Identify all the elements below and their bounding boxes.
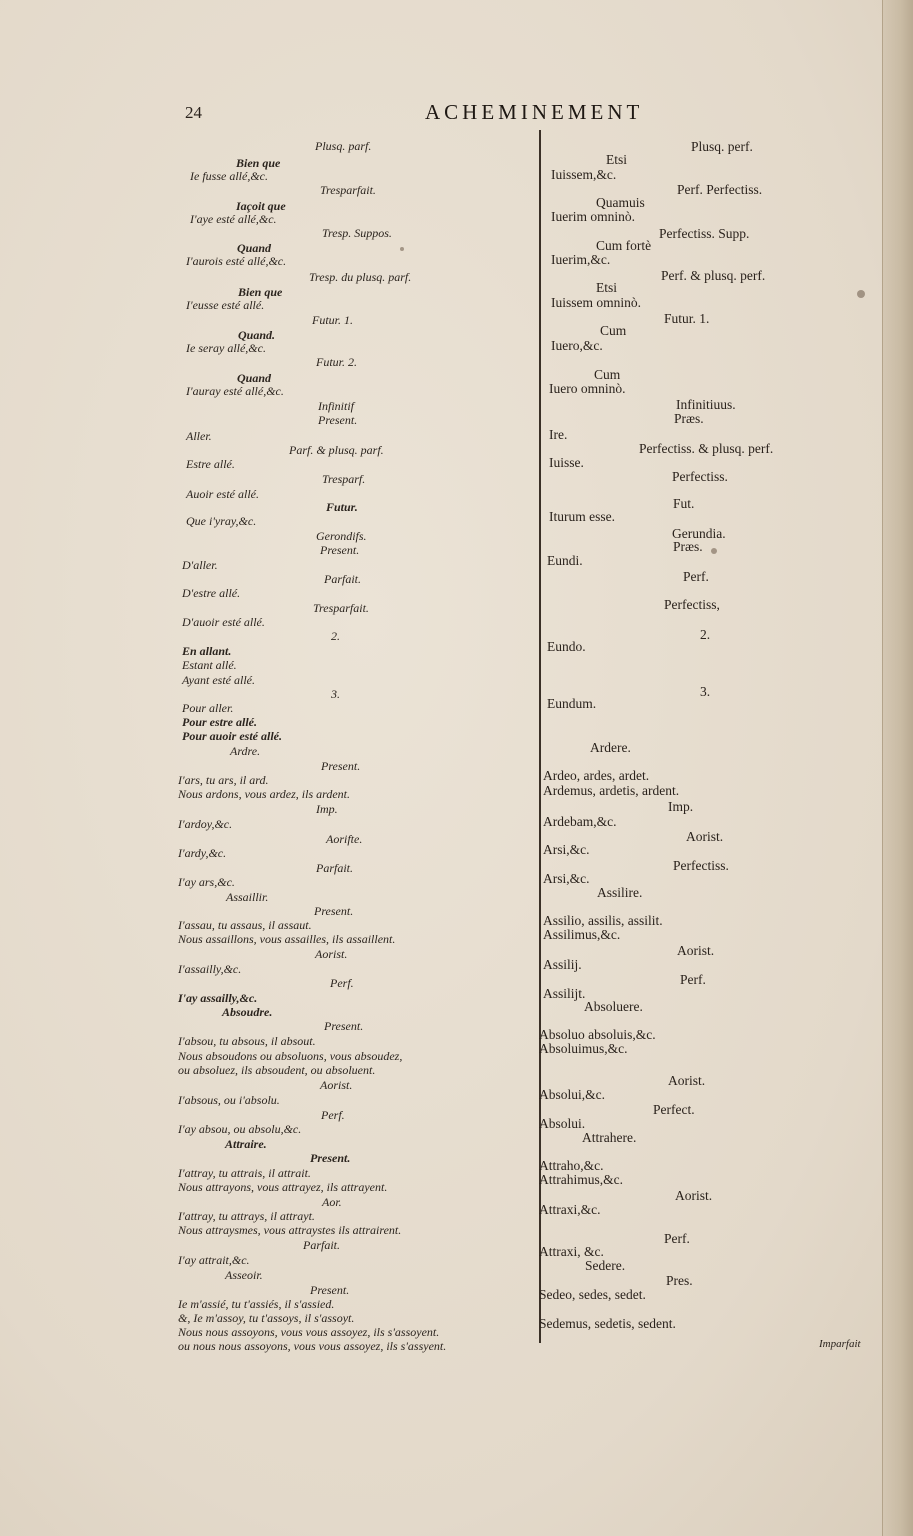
latin-line: Perfectiss. & plusq. perf.	[639, 441, 774, 456]
latin-line: Aorist.	[668, 1073, 706, 1088]
french-line: Present.	[310, 1283, 350, 1297]
latin-line: Præs.	[674, 411, 704, 426]
french-line: Ie fusse allé,&c.	[190, 169, 268, 183]
latin-line: Iuissem omninò.	[551, 295, 641, 310]
french-line: Quand	[237, 371, 272, 385]
latin-line: Iturum esse.	[549, 509, 615, 524]
latin-line: Sedeo, sedes, sedet.	[539, 1287, 646, 1302]
french-line: Quand	[237, 241, 272, 255]
french-line: I'attray, tu attrais, il attrait.	[178, 1166, 311, 1180]
latin-line: Ardemus, ardetis, ardent.	[543, 783, 680, 798]
french-line: Aorifte.	[326, 832, 363, 846]
latin-line: 2.	[700, 627, 711, 642]
french-line: Nous assaillons, vous assailles, ils assaillent.	[178, 932, 396, 946]
latin-line: Aorist.	[675, 1188, 713, 1203]
french-line: I'aurois esté allé,&c.	[186, 254, 287, 268]
french-line: Nous absoudons ou absoluons, vous absoudez,	[178, 1049, 403, 1063]
latin-line: Plusq. perf.	[691, 139, 753, 154]
latin-line: Sedemus, sedetis, sedent.	[539, 1316, 676, 1331]
french-line: Present.	[321, 759, 361, 773]
french-line: Parf. & plusq. parf.	[289, 443, 384, 457]
french-line: Tresparfait.	[320, 183, 376, 197]
french-line: Futur. 1.	[312, 313, 354, 327]
french-line: Ardre.	[230, 744, 261, 758]
latin-line: Cum	[600, 323, 627, 338]
french-line: I'ardy,&c.	[178, 846, 227, 860]
latin-line: Attrahimus,&c.	[539, 1172, 623, 1187]
french-line: Tresp. Suppos.	[322, 226, 392, 240]
french-line: D'auoir esté allé.	[182, 615, 265, 629]
french-line: Ayant esté allé.	[182, 673, 255, 687]
latin-line: Assilimus,&c.	[543, 927, 621, 942]
french-line: Ie seray allé,&c.	[186, 341, 266, 355]
latin-line: Ardebam,&c.	[543, 814, 617, 829]
latin-line: Etsi	[596, 280, 618, 295]
latin-line: 3.	[700, 684, 711, 699]
french-line: Aorist.	[315, 947, 348, 961]
french-line: En allant.	[182, 644, 232, 658]
latin-line: Perf. Perfectiss.	[677, 182, 763, 197]
french-line: Tresparfait.	[313, 601, 369, 615]
latin-line: Imp.	[668, 799, 694, 814]
latin-line: Aorist.	[686, 829, 724, 844]
latin-line: Perfectiss. Supp.	[659, 226, 750, 241]
latin-line: Eundi.	[547, 553, 583, 568]
french-line: Aorist.	[320, 1078, 353, 1092]
latin-line: Assilijt.	[543, 986, 586, 1001]
latin-line: Futur. 1.	[664, 311, 710, 326]
french-line: Present.	[318, 413, 358, 427]
french-line: Attraire.	[225, 1137, 267, 1151]
latin-line: Absoluere.	[584, 999, 643, 1014]
french-line: I'ay assailly,&c.	[178, 991, 258, 1005]
french-line: ou nous nous assoyons, vous vous assoyez, ils s'assyent.	[178, 1339, 447, 1353]
latin-line: Perfectiss.	[672, 469, 728, 484]
latin-line: Attraxi, &c.	[539, 1244, 604, 1259]
latin-line: Iuissem,&c.	[551, 167, 617, 182]
french-line: I'ardoy,&c.	[178, 817, 233, 831]
french-line: Asseoir.	[225, 1268, 263, 1282]
french-line: Iaçoit que	[236, 199, 286, 213]
page-number: 24	[185, 103, 202, 122]
french-line: I'absous, ou i'absolu.	[178, 1093, 280, 1107]
latin-line: Perf. & plusq. perf.	[661, 268, 766, 283]
latin-line: Ire.	[549, 427, 568, 442]
french-line: Bien que	[236, 156, 281, 170]
latin-line: Iuerim omninò.	[551, 209, 635, 224]
latin-line: Iuero omninò.	[549, 381, 626, 396]
latin-line: Assilij.	[543, 957, 582, 972]
french-line: Nous nous assoyons, vous vous assoyez, ils s'assoyent.	[178, 1325, 440, 1339]
latin-line: Præs.	[673, 539, 703, 554]
latin-line: Perf.	[664, 1231, 690, 1246]
latin-line: Etsi	[606, 152, 628, 167]
latin-line: Iuero,&c.	[551, 338, 603, 353]
latin-line: Perf.	[680, 972, 706, 987]
latin-line: Attraho,&c.	[539, 1158, 604, 1173]
latin-line: Aorist.	[677, 943, 715, 958]
french-line: Nous attrayons, vous attrayez, ils attrayent.	[178, 1180, 388, 1194]
latin-line: Iuerim,&c.	[551, 252, 611, 267]
french-line: Bien que	[238, 285, 283, 299]
french-line: Present.	[320, 543, 360, 557]
french-line: &, Ie m'assoy, tu t'assoys, il s'assoyt.	[178, 1311, 355, 1325]
french-line: I'ay attrait,&c.	[178, 1253, 250, 1267]
french-line: Futur. 2.	[316, 355, 358, 369]
french-line: Assaillir.	[226, 890, 269, 904]
french-line: D'aller.	[182, 558, 218, 572]
facing-page-edge	[882, 0, 913, 1536]
french-line: Imp.	[316, 802, 338, 816]
latin-line: Cum	[594, 367, 621, 382]
latin-line: Eundo.	[547, 639, 586, 654]
french-line: Present.	[324, 1019, 364, 1033]
latin-line: Fut.	[673, 496, 695, 511]
french-line: ou absoluez, ils absoudent, ou absoluent.	[178, 1063, 376, 1077]
french-line: I'ars, tu ars, il ard.	[178, 773, 269, 787]
latin-line: Gerundia.	[672, 526, 726, 541]
latin-line: Arsi,&c.	[543, 871, 590, 886]
latin-line: Infinitiuus.	[676, 397, 736, 412]
french-column	[178, 138, 533, 1358]
french-line: Que i'yray,&c.	[186, 514, 257, 528]
french-line: Parfait.	[303, 1238, 341, 1252]
french-line: Tresparf.	[322, 472, 366, 486]
latin-line: Absoluo absoluis,&c.	[539, 1027, 656, 1042]
french-line: Tresp. du plusq. parf.	[309, 270, 412, 284]
latin-line: Assilio, assilis, assilit.	[543, 913, 663, 928]
french-line: Pour estre allé.	[182, 715, 257, 729]
latin-line: Attrahere.	[582, 1130, 637, 1145]
french-line: Pour aller.	[182, 701, 234, 715]
latin-line: Sedere.	[585, 1258, 626, 1273]
latin-line: Eundum.	[547, 696, 597, 711]
latin-line: Ardere.	[590, 740, 631, 755]
french-line: D'estre allé.	[182, 586, 241, 600]
latin-line: Cum fortè	[596, 238, 652, 253]
french-line: I'aye esté allé,&c.	[190, 212, 277, 226]
french-line: Estre allé.	[186, 457, 235, 471]
french-line: Perf.	[330, 976, 354, 990]
french-line: I'ay absou, ou absolu,&c.	[178, 1122, 302, 1136]
latin-line: Attraxi,&c.	[539, 1202, 601, 1217]
running-head: ACHEMINEMENT	[425, 100, 644, 124]
french-line: Ie m'assié, tu t'assiés, il s'assied.	[178, 1297, 335, 1311]
french-line: Nous ardons, vous ardez, ils ardent.	[178, 787, 351, 801]
french-line: Parfait.	[324, 572, 362, 586]
french-line: Infinitif	[318, 399, 354, 413]
french-line: Present.	[314, 904, 354, 918]
french-line: I'ay ars,&c.	[178, 875, 235, 889]
latin-line: Iuisse.	[549, 455, 584, 470]
latin-line: Perfectiss.	[673, 858, 729, 873]
french-line: Futur.	[326, 500, 358, 514]
french-line: I'eusse esté allé.	[186, 298, 265, 312]
french-line: Perf.	[321, 1108, 345, 1122]
latin-line: Perf.	[683, 569, 709, 584]
latin-line: Pres.	[666, 1273, 693, 1288]
french-line: Parfait.	[316, 861, 354, 875]
french-line: Quand.	[238, 328, 276, 342]
latin-column	[539, 130, 883, 1360]
french-line: I'assailly,&c.	[178, 962, 242, 976]
french-line: Aller.	[186, 429, 212, 443]
french-line: Pour auoir esté allé.	[182, 729, 283, 743]
latin-line: Ardeo, ardes, ardet.	[543, 768, 650, 783]
french-line: 2.	[331, 629, 340, 643]
french-line: Estant allé.	[182, 658, 237, 672]
french-line: I'assau, tu assaus, il assaut.	[178, 918, 312, 932]
latin-line: Arsi,&c.	[543, 842, 590, 857]
french-line: Plusq. parf.	[315, 139, 372, 153]
latin-line: Absoluimus,&c.	[539, 1041, 628, 1056]
french-line: I'auray esté allé,&c.	[186, 384, 284, 398]
latin-line: Perfect.	[653, 1102, 695, 1117]
french-line: Nous attraysmes, vous attraystes ils attrairent.	[178, 1223, 402, 1237]
latin-line: Assilire.	[597, 885, 643, 900]
latin-line: Quamuis	[596, 195, 645, 210]
french-line: Aor.	[322, 1195, 342, 1209]
latin-line: Perfectiss,	[664, 597, 720, 612]
french-line: Gerondifs.	[316, 529, 367, 543]
french-line: Present.	[310, 1151, 351, 1165]
french-line: I'attray, tu attrays, il attrayt.	[178, 1209, 315, 1223]
latin-line: Absolui,&c.	[539, 1087, 605, 1102]
french-line: Auoir esté allé.	[186, 487, 259, 501]
french-line: Absoudre.	[222, 1005, 273, 1019]
catchword: Imparfait	[819, 1338, 861, 1350]
french-line: I'absou, tu absous, il absout.	[178, 1034, 316, 1048]
french-line: 3.	[331, 687, 340, 701]
latin-line: Absolui.	[539, 1116, 586, 1131]
